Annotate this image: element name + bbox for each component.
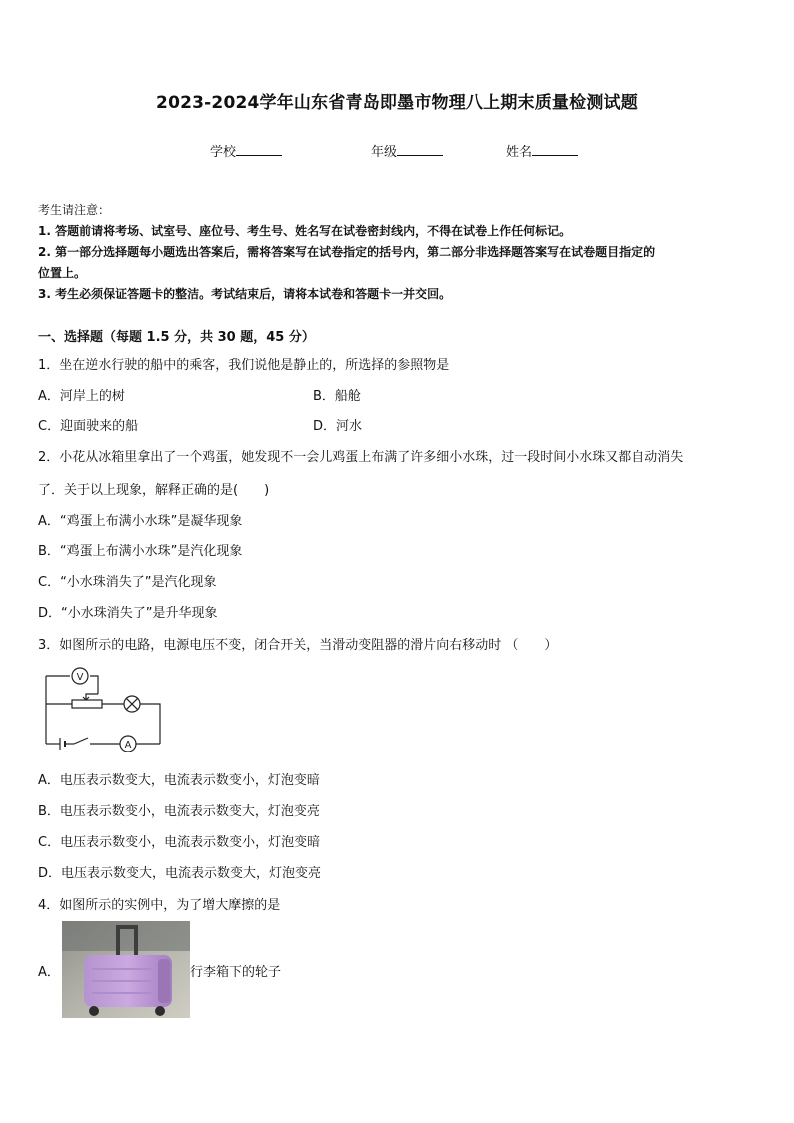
grade-field bbox=[371, 141, 443, 160]
section-heading: 一、选择题（每题 1.5 分，共 30 题，45 分） bbox=[38, 330, 315, 345]
q2-option-c: C．“小水珠消失了”是汽化现象 bbox=[38, 575, 217, 590]
notice-item-1: 1. 答题前请将考场、试室号、座位号、考生号、姓名写在试卷密封线内，不得在试卷上作任何标记。 bbox=[38, 224, 572, 238]
school-label: 学校 bbox=[210, 145, 237, 160]
q3-option-c: C．电压表示数变小，电流表示数变小，灯泡变暗 bbox=[38, 835, 321, 850]
q2-option-b: B．“鸡蛋上布满小水珠”是汽化现象 bbox=[38, 544, 243, 559]
notice-heading: 考生请注意： bbox=[38, 203, 111, 217]
q3-option-d: D．电压表示数变大，电流表示数变大，灯泡变亮 bbox=[38, 866, 322, 881]
ammeter-label: A bbox=[124, 740, 132, 751]
q3-option-a: A．电压表示数变大，电流表示数变小，灯泡变暗 bbox=[38, 773, 320, 788]
voltmeter-label: V bbox=[76, 672, 84, 683]
notice-item-2-cont: 位置上。 bbox=[38, 266, 87, 280]
q1-option-a: A．河岸上的树 bbox=[38, 389, 125, 404]
name-label: 姓名 bbox=[506, 145, 533, 160]
suitcase-photo bbox=[62, 921, 190, 1018]
q1-option-d: D．河水 bbox=[313, 419, 363, 434]
name-field bbox=[506, 141, 578, 160]
school-field bbox=[210, 141, 282, 160]
question-2-stem-cont: 了．关于以上现象，解释正确的是( ) bbox=[38, 483, 270, 498]
q2-option-a: A．“鸡蛋上布满小水珠”是凝华现象 bbox=[38, 514, 243, 529]
q4-option-a-text: 行李箱下的轮子 bbox=[190, 965, 282, 980]
name-blank bbox=[532, 143, 578, 156]
grade-blank bbox=[397, 143, 443, 156]
q1-option-c: C．迎面驶来的船 bbox=[38, 419, 139, 434]
q4-option-a-label: A． bbox=[38, 965, 60, 980]
q3-option-b: B．电压表示数变小，电流表示数变大，灯泡变亮 bbox=[38, 804, 320, 819]
circuit-diagram bbox=[38, 660, 166, 752]
q1-option-b: B．船舱 bbox=[313, 389, 361, 404]
question-2-stem: 2．小花从冰箱里拿出了一个鸡蛋，她发现不一会儿鸡蛋上布满了许多细小水珠，过一段时间小水珠又都自动消失 bbox=[38, 450, 684, 465]
notice-item-2: 2. 第一部分选择题每小题选出答案后，需将答案写在试卷指定的括号内，第二部分非选择题答案写在试卷题目指定的 bbox=[38, 245, 656, 259]
notice-item-3: 3. 考生必须保证答题卡的整洁。考试结束后，请将本试卷和答题卡一并交回。 bbox=[38, 287, 452, 301]
page-title: 2023-2024学年山东省青岛即墨市物理八上期末质量检测试题 bbox=[156, 93, 638, 113]
question-1-stem: 1．坐在逆水行驶的船中的乘客，我们说他是静止的，所选择的参照物是 bbox=[38, 358, 450, 373]
notice-block bbox=[38, 200, 760, 305]
question-3-stem: 3．如图所示的电路，电源电压不变，闭合开关，当滑动变阻器的滑片向右移动时 （ ） bbox=[38, 638, 558, 653]
grade-label: 年级 bbox=[371, 145, 398, 160]
q2-option-d: D．“小水珠消失了”是升华现象 bbox=[38, 606, 218, 621]
school-blank bbox=[236, 143, 282, 156]
question-4-stem: 4．如图所示的实例中，为了增大摩擦的是 bbox=[38, 898, 281, 913]
